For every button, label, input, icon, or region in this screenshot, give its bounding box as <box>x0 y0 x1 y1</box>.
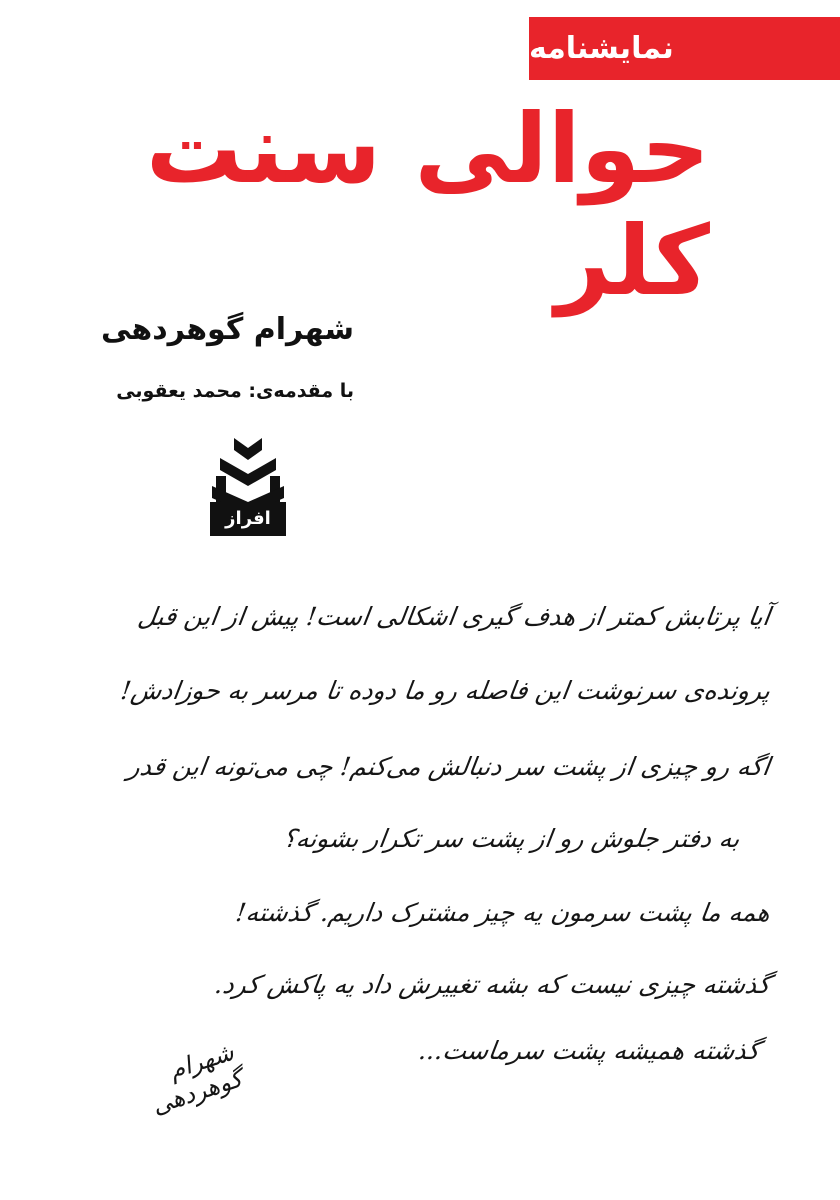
note-line: به دفتر جلوش رو از پشت سر تکرار بشونه؟ <box>281 824 743 853</box>
publisher-name: افراز <box>225 507 271 529</box>
note-line: پرونده‌ی سرنوشت این فاصله رو ما دوده تا مرسر به حوزادش! <box>118 676 773 705</box>
author-name: شهرام گوهردهی <box>101 312 354 347</box>
introduction-credit: با مقدمه‌ی: محمد یعقوبی <box>116 380 354 402</box>
book-title: حوالی سنت کلر <box>145 93 710 317</box>
note-line: اگه رو چیزی از پشت سر دنبالش می‌کنم! چی می‌تونه این قدر <box>126 752 773 781</box>
handwritten-signature: شهرام گوهردهی <box>148 1037 246 1120</box>
genre-banner <box>529 17 840 80</box>
note-line: گذشته چیزی نیست که بشه تغییرش داد یه پاکش کرد. <box>212 970 773 999</box>
note-line: آیا پرتابش کمتر از هدف گیری اشکالی است! پیش از این قبل <box>136 602 773 631</box>
genre-label: نمایشنامه <box>529 31 674 66</box>
note-line: همه ما پشت سرمون یه چیز مشترک داریم. گذشته! <box>233 898 773 927</box>
note-line: گذشته همیشه پشت سرماست... <box>417 1036 763 1065</box>
